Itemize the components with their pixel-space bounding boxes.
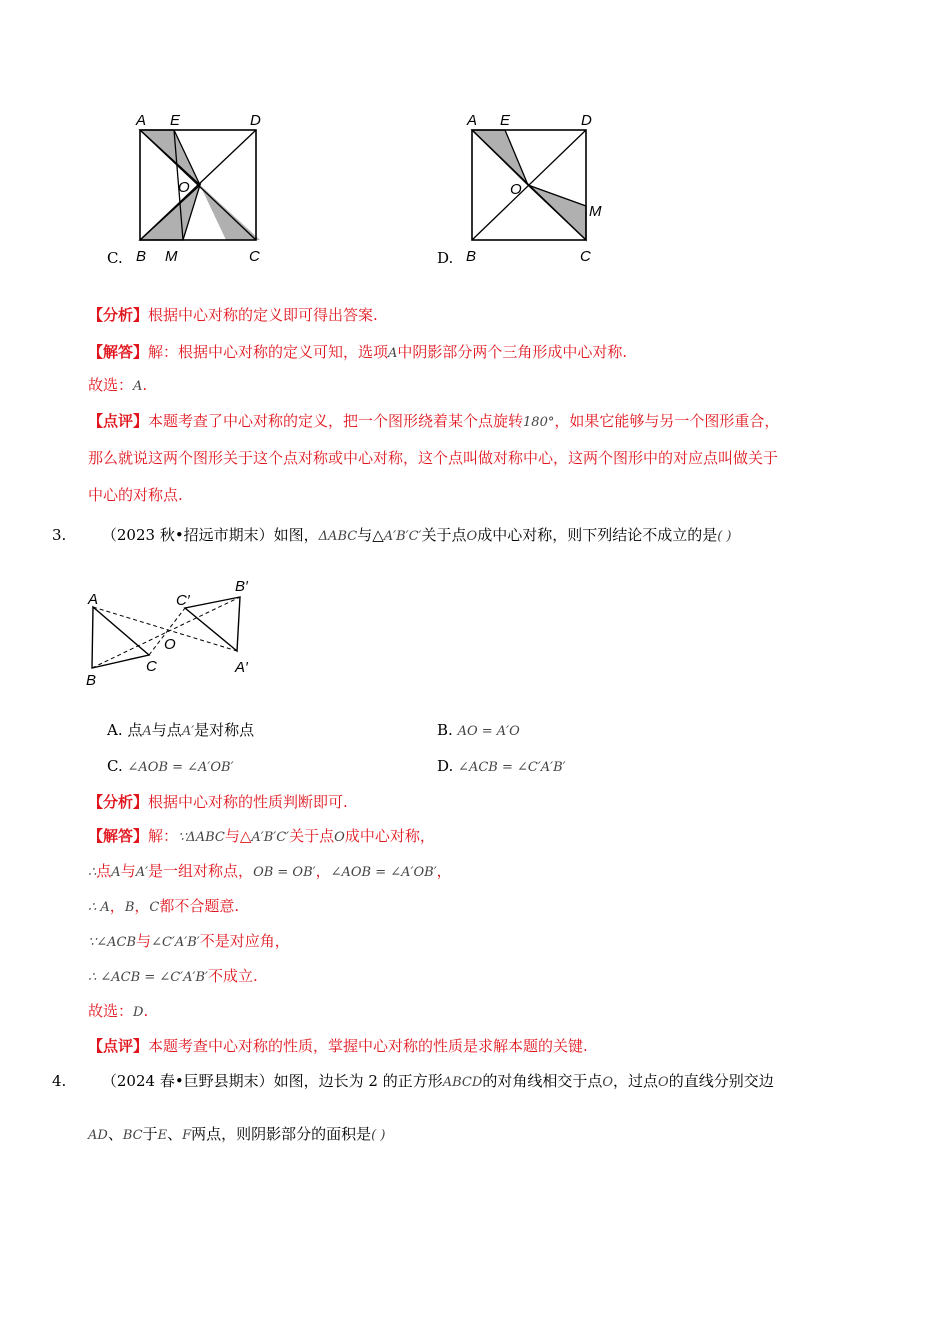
option-c-label: C. [107, 249, 123, 267]
figure-d [430, 106, 610, 271]
option-d-label: D. [437, 249, 454, 267]
label-b: B [86, 672, 97, 689]
label-a: A [88, 591, 99, 608]
q3-solution-line2: ∴点A与A′是一组对称点，OB = OB′，∠AOB = ∠A′OB′， [88, 862, 452, 880]
label-d: D [581, 112, 592, 129]
q3-analysis: 【分析】根据中心对称的性质判断即可. [88, 793, 348, 811]
q2-solution: 【解答】解：根据中心对称的定义可知，选项A中阴影部分两个三角形成中心对称. [88, 343, 628, 361]
label-m: M [589, 203, 602, 220]
q4-question-line1: 4. （2024 春•巨野县期末）如图，边长为 2 的正方形ABCD的对角线相交于点O，过点O的直线分别交边 [52, 1072, 774, 1090]
triangle-apbpcp [185, 597, 240, 651]
q3-option-d[interactable]: D. ∠ACB = ∠C′A′B′ [437, 757, 566, 775]
label-cp: C′ [176, 592, 190, 609]
q3-solution-line5: ∴ ∠ACB = ∠C′A′B′不成立. [88, 967, 258, 985]
label-o: O [510, 181, 522, 198]
label-c: C [146, 658, 157, 675]
label-b: B [466, 248, 477, 265]
q3-solution-line1: 【解答】解：∵ΔABC与△A′B′C′关于点O成中心对称， [88, 827, 435, 845]
q3-figure [80, 575, 280, 690]
q3-number: 3. [52, 526, 67, 544]
q2-comment-line3: 中心的对称点. [88, 486, 183, 504]
q3-option-a[interactable]: A. 点A与点A′是对称点 [107, 721, 255, 739]
label-b: B [136, 248, 147, 265]
q2-comment-line1: 【点评】本题考查了中心对称的定义，把一个图形绕着某个点旋转180°，如果它能够与另一个图形重合， [88, 412, 780, 430]
q3-option-c[interactable]: C. ∠AOB = ∠A′OB′ [107, 757, 234, 775]
q2-comment-line2: 那么就说这两个图形关于这个点对称或中心对称，这个点叫做对称中心，这两个图形中的对应点叫做关于 [88, 449, 779, 467]
label-a: A [467, 112, 478, 129]
q3-solution-line3: ∴ A，B，C都不合题意. [88, 897, 240, 915]
label-o: O [164, 636, 176, 653]
label-o: O [178, 179, 190, 196]
q4-question-line2: AD、BC于E、F两点，则阴影部分的面积是( ) [88, 1125, 386, 1143]
label-e: E [500, 112, 511, 129]
figure-c [100, 106, 280, 271]
q2-choice: 故选：A. [88, 376, 148, 394]
label-d: D [250, 112, 261, 129]
answer-blank: ( ) [717, 529, 732, 544]
label-ap: A′ [235, 659, 248, 676]
label-bp: B′ [235, 578, 248, 595]
label-c: C [249, 248, 260, 265]
q3-comment: 【点评】本题考查中心对称的性质，掌握中心对称的性质是求解本题的关键. [88, 1037, 588, 1055]
label-c: C [580, 248, 591, 265]
shaded-triangle-bottom [200, 185, 260, 240]
label-a: A [136, 112, 147, 129]
triangle-abc [92, 607, 149, 668]
answer-blank: ( ) [371, 1128, 386, 1143]
q3-option-b[interactable]: B. AO = A′O [437, 721, 520, 739]
q3-choice: 故选：D. [88, 1002, 149, 1020]
q2-analysis: 【分析】根据中心对称的定义即可得出答案. [88, 306, 378, 324]
q4-number: 4. [52, 1072, 67, 1090]
q3-solution-line4: ∵∠ACB与∠C′A′B′不是对应角， [88, 932, 290, 950]
q3-question: 3. （2023 秋•招远市期末）如图，ΔABC与△A′B′C′关于点O成中心对称，则下列结论不成立的是( ) [52, 526, 732, 544]
label-e: E [170, 112, 181, 129]
label-m: M [165, 248, 178, 265]
